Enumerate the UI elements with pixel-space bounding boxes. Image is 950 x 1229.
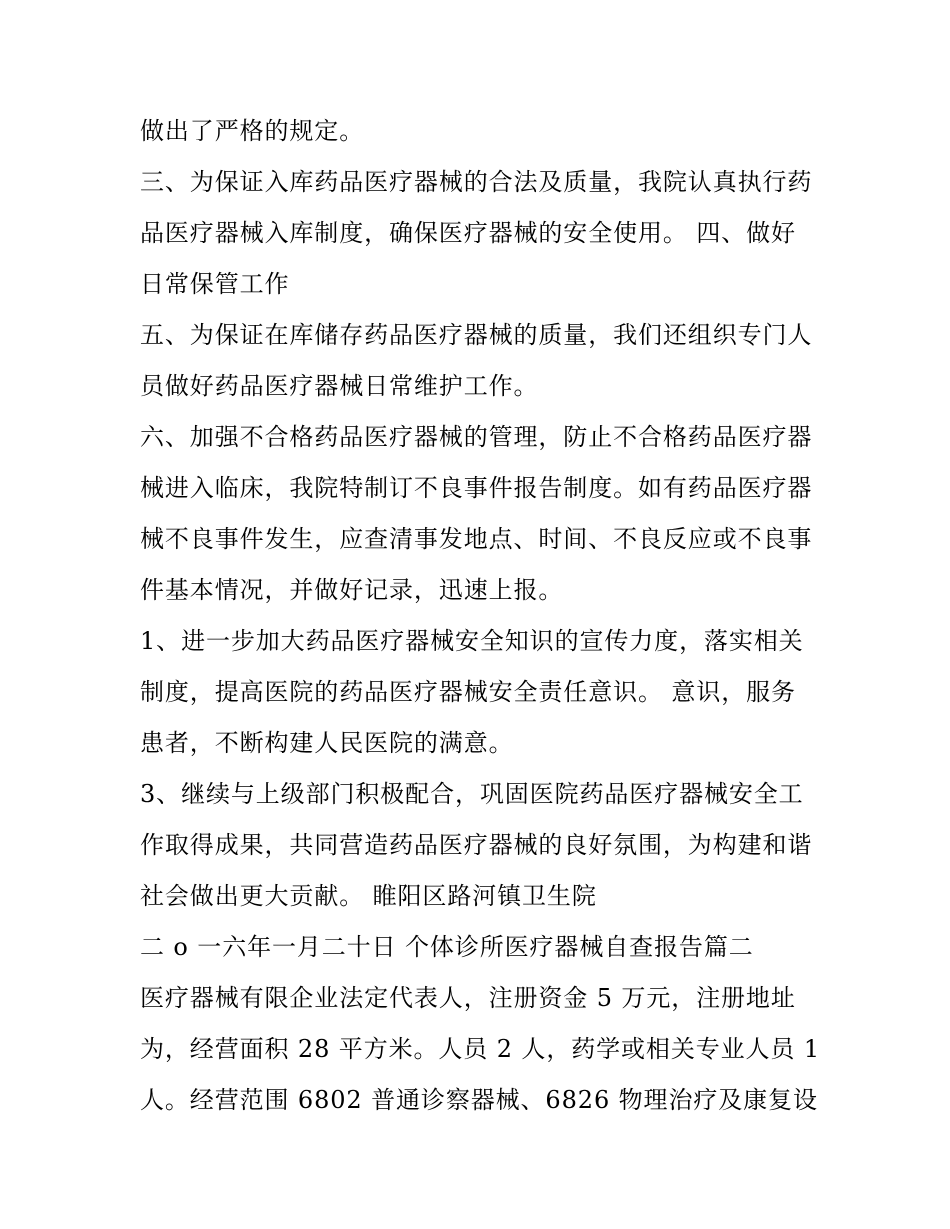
text-line: 械不良事件发生，应查清事发地点、时间、不良反应或不良事: [140, 525, 813, 553]
text-line: 3、继续与上级部门积极配合，巩固医院药品医疗器械安全工: [140, 780, 804, 808]
text-line: 品医疗器械入库制度，确保医疗器械的安全使用。 四、做好: [140, 219, 796, 247]
text-line: 作取得成果，共同营造药品医疗器械的良好氛围，为构建和谐: [140, 831, 813, 859]
text-line: 为，经营面积 28 平方米。人员 2 人，药学或相关专业人员 1: [140, 1035, 821, 1063]
text-line: 人。经营范围 6802 普通诊察器械、6826 物理治疗及康复设: [140, 1086, 818, 1114]
text-line: 二 o 一六年一月二十日 个体诊所医疗器械自查报告篇二: [140, 933, 754, 961]
text-line: 五、为保证在库储存药品医疗器械的质量，我们还组织专门人: [140, 321, 813, 349]
text-line: 械进入临床，我院特制订不良事件报告制度。如有药品医疗器: [140, 474, 813, 502]
text-line: 做出了严格的规定。: [140, 117, 365, 145]
text-line: 社会做出更大贡献。 睢阳区路河镇卫生院: [140, 882, 597, 910]
text-line: 1、进一步加大药品医疗器械安全知识的宣传力度，落实相关: [140, 627, 804, 655]
text-line: 患者，不断构建人民医院的满意。: [140, 729, 514, 757]
text-line: 三、为保证入库药品医疗器械的合法及质量，我院认真执行药: [140, 168, 813, 196]
text-line: 医疗器械有限企业法定代表人，注册资金 5 万元，注册地址: [140, 984, 796, 1012]
text-line: 日常保管工作: [140, 270, 290, 298]
text-line: 件基本情况，并做好记录，迅速上报。: [140, 576, 564, 604]
text-line: 员做好药品医疗器械日常维护工作。: [140, 372, 539, 400]
text-line: 制度，提高医院的药品医疗器械安全责任意识。 意识，服务: [140, 678, 796, 706]
body-text: [140, 106, 830, 1126]
text-line: 六、加强不合格药品医疗器械的管理，防止不合格药品医疗器: [140, 423, 813, 451]
